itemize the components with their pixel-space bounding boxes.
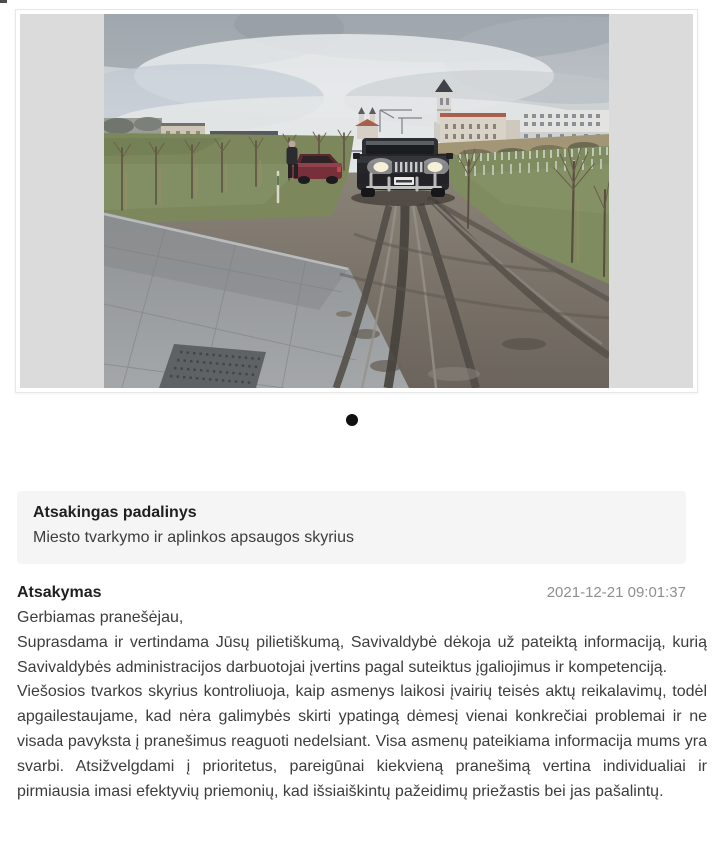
- photo-frame: [20, 14, 693, 388]
- answer-body: [17, 606, 707, 804]
- answer-paragraph: Suprasdama ir vertindama Jūsų pilietiškumą, Savivaldybė dėkoja už pateiktą informaciją, kurią Savivaldybės administracijos darbuotojai įvertins pagal suteiktus įgaliojimus ir kompetenciją.: [17, 633, 707, 676]
- answer-header: [17, 583, 686, 603]
- carousel-dot[interactable]: [346, 414, 358, 426]
- report-photo: [104, 14, 609, 388]
- answer-title: Atsakymas: [17, 584, 102, 601]
- answer-timestamp: 2021-12-21 09:01:37: [546, 584, 686, 601]
- photo-carousel: [15, 9, 698, 393]
- corner-artifact: [0, 0, 7, 3]
- responsible-department-box: [17, 491, 686, 564]
- answer-paragraph: Viešosios tvarkos skyrius kontroliuoja, kaip asmenys laikosi įvairių teisės aktų reikalavimų, todėl apgailestaujame, kad nėra galimybės skirti ypatingą dėmesį vienai konkrečiai problemai ir ne visada pavyksta į pranešimus reaguoti nedelsiant. Visa asmenų pateikiama informacija mums yra svarbi. Atsižvelgdami į prioritetus, pareigūnai kiekvieną pranešimą vertina individualiai ir pirmiausia imasi efektyvių priemonių, kad išsiaiškintų pažeidimų priežastis bei jas pašalintų.: [17, 683, 707, 800]
- department-title: Atsakingas padalinys: [33, 504, 197, 521]
- answer-paragraph: Gerbiamas pranešėjau,: [17, 609, 184, 626]
- department-value: Miesto tvarkymo ir aplinkos apsaugos skyrius: [33, 529, 355, 546]
